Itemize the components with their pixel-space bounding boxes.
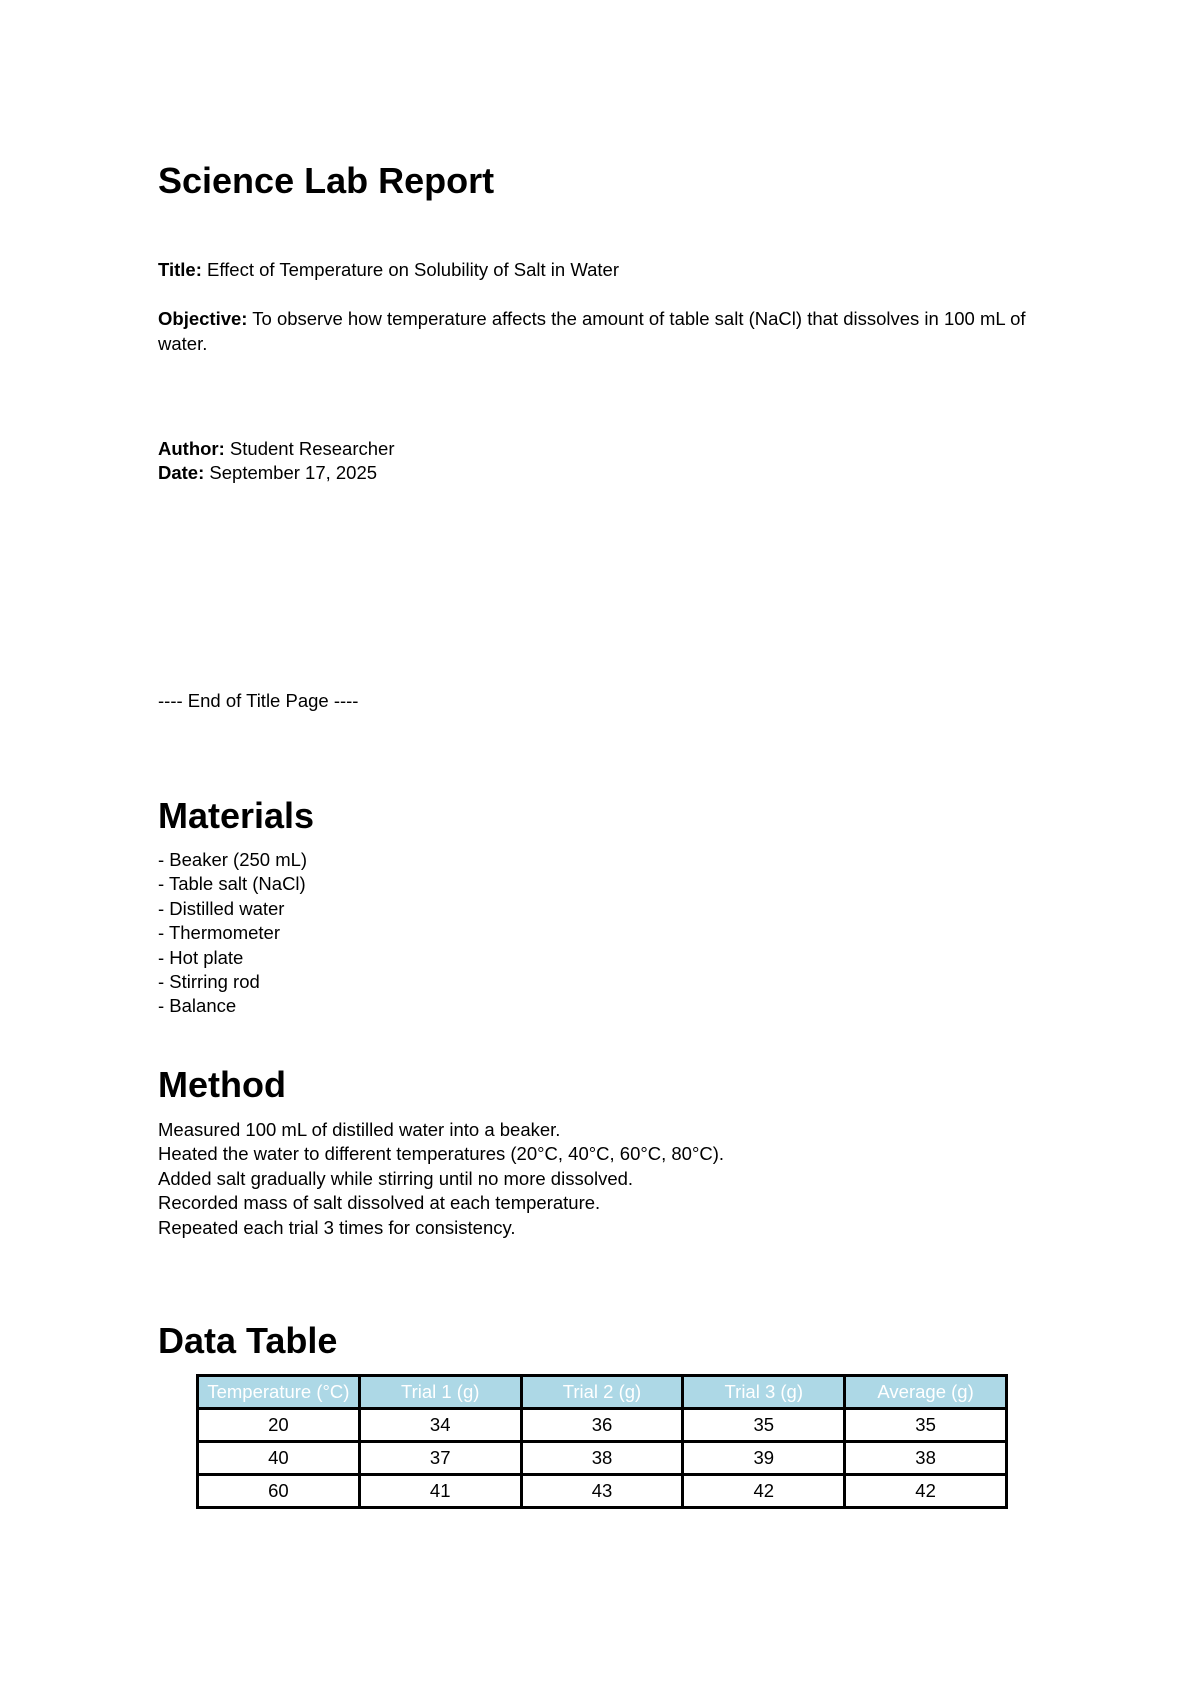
- method-step: Measured 100 mL of distilled water into a beaker.: [158, 1119, 561, 1140]
- table-cell: 41: [359, 1475, 521, 1508]
- end-of-title-page-marker: ---- End of Title Page ----: [158, 690, 359, 711]
- column-header-trial-2: Trial 2 (g): [521, 1376, 683, 1409]
- method-step: Heated the water to different temperatures (20°C, 40°C, 60°C, 80°C).: [158, 1143, 725, 1165]
- table-cell: 37: [359, 1442, 521, 1475]
- list-item: - Balance: [158, 995, 237, 1017]
- list-item: - Stirring rod: [158, 971, 260, 993]
- table-cell: 40: [198, 1442, 360, 1475]
- method-step: Added salt gradually while stirring until no more dissolved.: [158, 1167, 634, 1189]
- data-table: [196, 1374, 1008, 1509]
- method-heading: Method: [158, 1064, 286, 1105]
- title-label: Title:: [158, 259, 202, 280]
- materials-heading: Materials: [158, 795, 315, 836]
- table-cell: 39: [683, 1442, 845, 1475]
- date-value: September 17, 2025: [204, 462, 378, 483]
- list-item: - Distilled water: [158, 897, 285, 919]
- method-steps: [158, 1118, 724, 1240]
- materials-list: [158, 848, 307, 1019]
- column-header-temperature: Temperature (°C): [198, 1376, 360, 1409]
- method-step: Repeated each trial 3 times for consistency.: [158, 1216, 516, 1238]
- date-line: [158, 461, 377, 485]
- report-heading: Science Lab Report: [158, 160, 495, 201]
- table-cell: 43: [521, 1475, 683, 1508]
- author-label: Author:: [158, 438, 225, 459]
- table-cell: 35: [845, 1409, 1007, 1442]
- table-cell: 34: [359, 1409, 521, 1442]
- table-header-row: [198, 1376, 1007, 1409]
- objective-label: Objective:: [158, 308, 248, 329]
- table-cell: 38: [845, 1442, 1007, 1475]
- list-item: - Table salt (NaCl): [158, 873, 306, 895]
- author-line: [158, 437, 394, 461]
- method-step: Recorded mass of salt dissolved at each temperature.: [158, 1192, 601, 1214]
- table-cell: 35: [683, 1409, 845, 1442]
- title-value: Effect of Temperature on Solubility of Salt in Water: [201, 259, 620, 280]
- list-item: - Beaker (250 mL): [158, 849, 308, 870]
- column-header-trial-3: Trial 3 (g): [683, 1376, 845, 1409]
- table-row: [198, 1475, 1007, 1508]
- table-cell: 42: [683, 1475, 845, 1508]
- list-item: - Hot plate: [158, 946, 244, 968]
- date-label: Date:: [158, 462, 205, 483]
- table-cell: 36: [521, 1409, 683, 1442]
- author-value: Student Researcher: [224, 438, 395, 459]
- list-item: - Thermometer: [158, 922, 280, 944]
- table-cell: 42: [845, 1475, 1007, 1508]
- objective-paragraph: [158, 306, 1038, 356]
- column-header-trial-1: Trial 1 (g): [359, 1376, 521, 1409]
- table-row: [198, 1409, 1007, 1442]
- table-cell: 20: [198, 1409, 360, 1442]
- table-row: [198, 1442, 1007, 1475]
- data-table-heading: Data Table: [158, 1320, 338, 1361]
- title-line: [158, 258, 619, 282]
- table-cell: 38: [521, 1442, 683, 1475]
- column-header-average: Average (g): [845, 1376, 1007, 1409]
- table-cell: 60: [198, 1475, 360, 1508]
- objective-value: To observe how temperature affects the amount of table salt (NaCl) that dissolves in 100 mL of water.: [158, 308, 1026, 354]
